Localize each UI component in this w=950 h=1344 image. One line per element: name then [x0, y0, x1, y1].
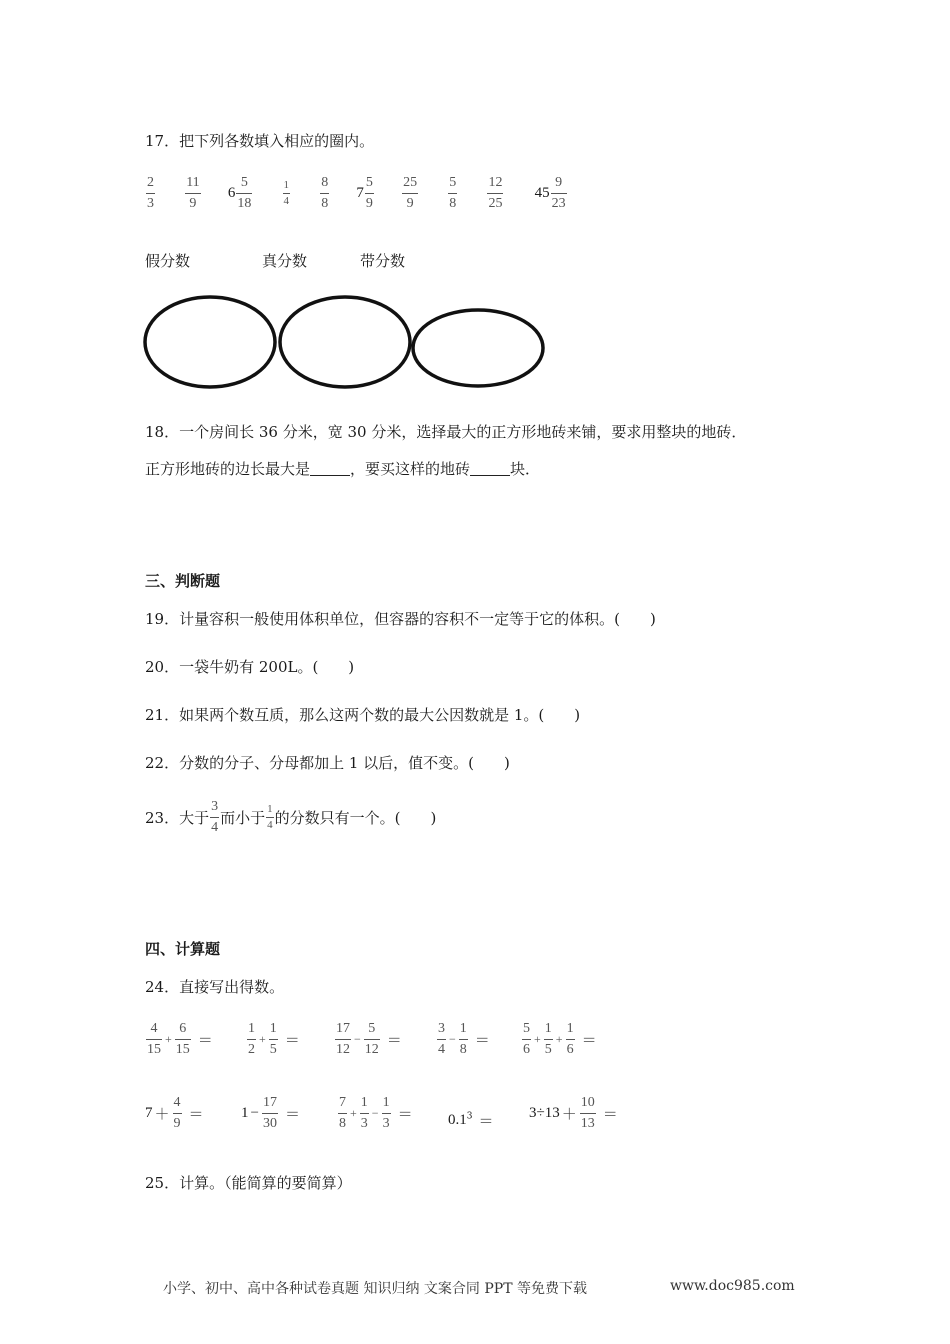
expression: $\frac{7}{8}$ + $\frac{1}{3}$ − $\frac{1}{3}$ ＝ [339, 1095, 413, 1131]
expression: 7 ＋ $\frac{4}{9}$ ＝ [145, 1095, 204, 1131]
fraction: $\frac{1}{3}$ [360, 1095, 368, 1131]
fraction: $\frac{1}{4}$ [267, 803, 273, 831]
footer-url[interactable]: www.doc985.com [670, 1278, 795, 1294]
fraction: $\frac{5}{9}$ [365, 175, 373, 211]
q22: 22．分数的分子、分母都加上 1 以后，值不变。( ) [145, 754, 510, 772]
q25: 25．计算。（能简算的要简算） [145, 1174, 352, 1192]
expression: $0.1^3$ ＝ [448, 1111, 494, 1130]
fraction: $\frac{5}{12}$ [364, 1021, 379, 1057]
improper-fraction-circle[interactable] [145, 297, 275, 387]
fraction: $\frac{1}{8}$ [459, 1021, 467, 1057]
section-title-judgment: 三、判断题 [145, 572, 221, 590]
q17-circles [140, 290, 550, 394]
expression: 3÷13 ＋ $\frac{10}{13}$ ＝ [529, 1095, 618, 1131]
expression: $\frac{5}{6}$ + $\frac{1}{5}$ + $\frac{1}{6}$ ＝ [523, 1021, 597, 1057]
fraction: $\frac{17}{12}$ [336, 1021, 350, 1057]
expression: $\frac{1}{2}$ + $\frac{1}{5}$ ＝ [248, 1021, 300, 1057]
fraction: $\frac{1}{5}$ [269, 1021, 277, 1057]
answer-blank[interactable] [310, 461, 350, 476]
mixed-number-circle[interactable] [413, 310, 543, 386]
q18-line2: 正方形地砖的边长最大是 ，要买这样的地砖 块． [145, 460, 541, 478]
fraction: $\frac{1}{5}$ [544, 1021, 552, 1057]
label-mixed-number: 带分数 [360, 252, 406, 270]
fraction: $\frac{7}{8}$ [339, 1095, 346, 1131]
fraction: $\frac{1}{3}$ [382, 1095, 390, 1131]
fraction: $\frac{1}{6}$ [566, 1021, 574, 1057]
fraction: $\frac{1}{4}$ [283, 179, 290, 207]
answer-blank[interactable] [470, 461, 510, 476]
fraction: $\frac{9}{23}$ [551, 175, 566, 211]
q20: 20．一袋牛奶有 200L。( ) [145, 658, 355, 676]
expression: $\frac{4}{15}$ + $\frac{6}{15}$ ＝ [147, 1021, 213, 1057]
expression: $\frac{17}{12}$ − $\frac{5}{12}$ ＝ [336, 1021, 402, 1057]
fraction: $\frac{1}{2}$ [248, 1021, 255, 1057]
fraction: $\frac{11}{9}$ [186, 175, 200, 211]
fraction: $\frac{5}{8}$ [449, 175, 457, 211]
fraction: $\frac{25}{9}$ [403, 175, 418, 211]
footer-text: 小学、初中、高中各种试卷真题 知识归纳 文案合同 PPT 等免费下载 [163, 1281, 587, 1297]
mixed-number-whole: 6 [227, 185, 236, 201]
fraction: $\frac{10}{13}$ [580, 1095, 595, 1131]
q19: 19．计量容积一般使用体积单位，但容器的容积不一定等于它的体积。( ) [145, 610, 656, 628]
fraction: $\frac{3}{4}$ [438, 1021, 445, 1057]
fraction: $\frac{12}{25}$ [488, 175, 503, 211]
fraction: $\frac{3}{4}$ [211, 799, 219, 835]
fraction: $\frac{4}{15}$ [147, 1021, 161, 1057]
section-title-calculation: 四、计算题 [145, 940, 221, 958]
fraction: $\frac{8}{8}$ [321, 175, 329, 211]
expression: 1 − $\frac{17}{30}$ ＝ [241, 1095, 300, 1131]
proper-fraction-circle[interactable] [280, 297, 410, 387]
mixed-number-whole: 45 [534, 185, 550, 201]
q17-number-row [145, 176, 568, 211]
fraction: $\frac{2}{3}$ [147, 175, 154, 211]
q23: 23．大于 $\frac{3}{4}$ 而小于 $\frac{1}{4}$ 的分数只有一个。( ) [145, 799, 437, 835]
label-improper-fraction: 假分数 [145, 252, 191, 270]
label-proper-fraction: 真分数 [262, 252, 308, 270]
q24: 24．直接写出得数。 [145, 978, 285, 996]
fraction: $\frac{6}{15}$ [175, 1021, 190, 1057]
fraction: $\frac{5}{18}$ [237, 175, 252, 211]
fraction: $\frac{4}{9}$ [173, 1095, 181, 1131]
fraction: $\frac{5}{6}$ [523, 1021, 530, 1057]
q18-line1: 18．一个房间长 36 分米，宽 30 分米，选择最大的正方形地砖来铺，要求用整块的地砖． [145, 423, 747, 441]
q21: 21．如果两个数互质，那么这两个数的最大公因数就是 1。( ) [145, 706, 581, 724]
fraction: $\frac{17}{30}$ [262, 1095, 277, 1131]
expression: $\frac{3}{4}$ − $\frac{1}{8}$ ＝ [438, 1021, 490, 1057]
q17-prompt: 17．把下列各数填入相应的圈内。 [145, 132, 375, 150]
mixed-number-whole: 7 [356, 185, 364, 201]
